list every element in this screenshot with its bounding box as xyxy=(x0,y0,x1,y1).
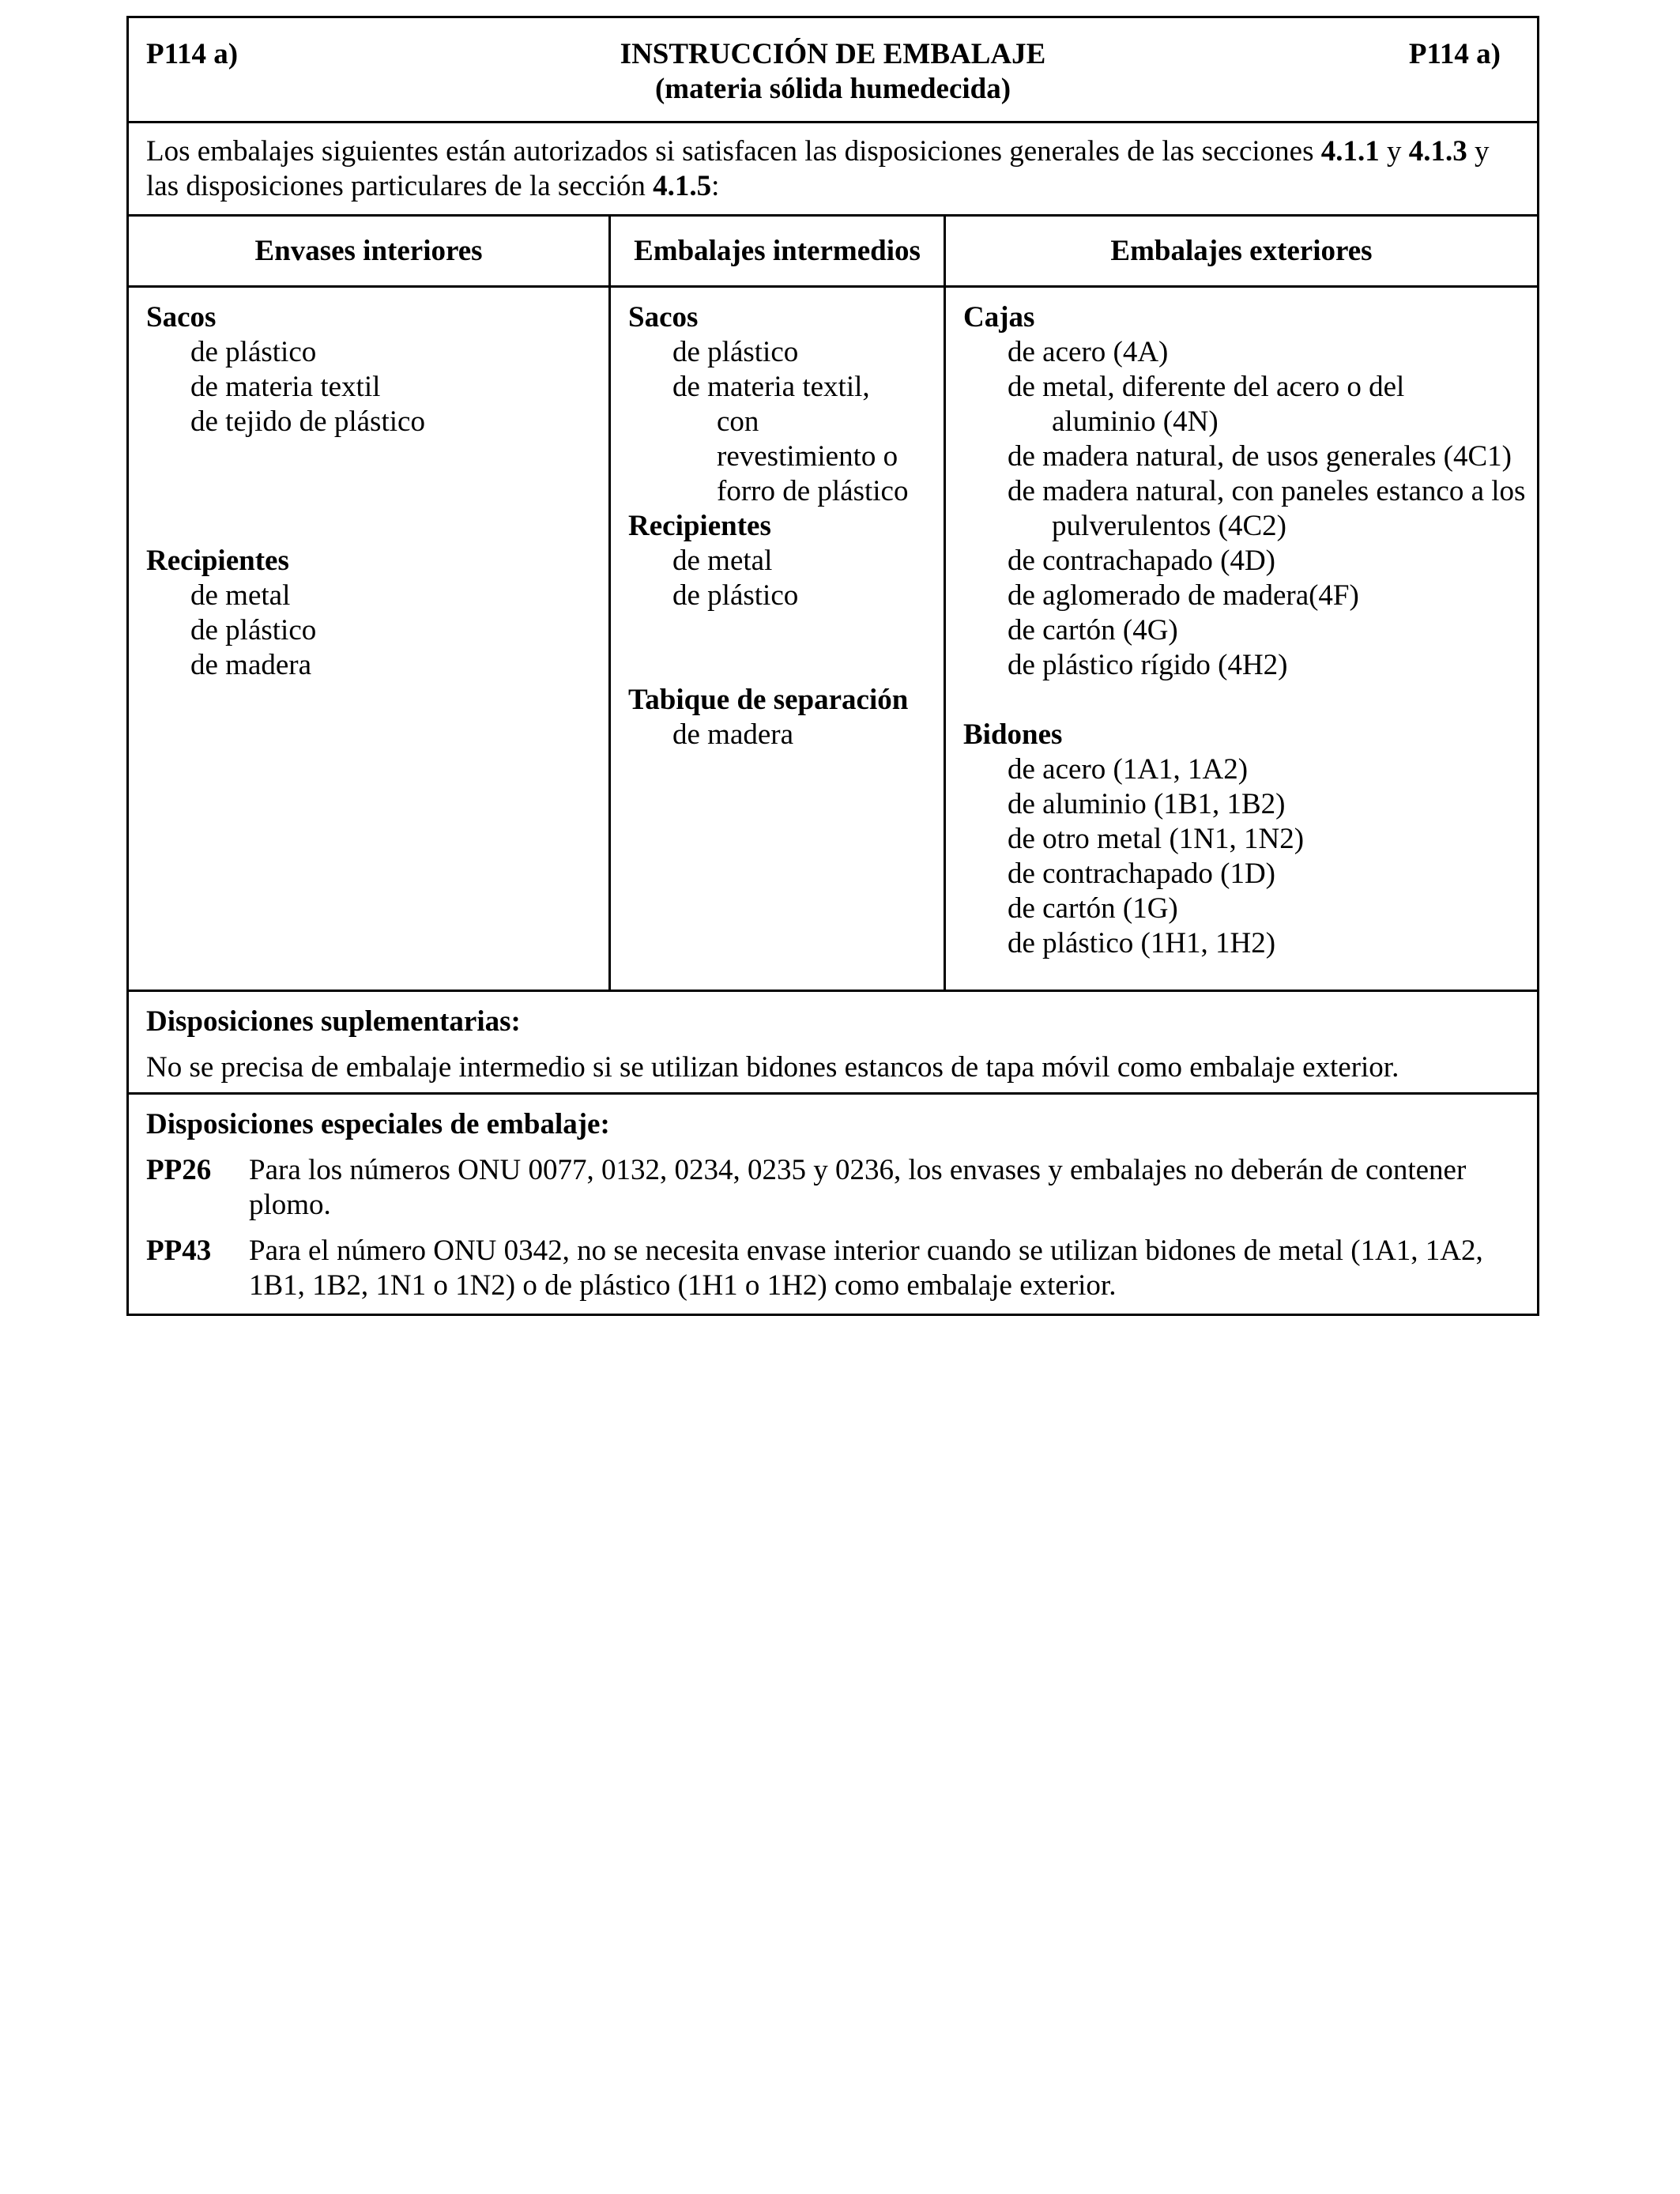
provision-code: PP43 xyxy=(146,1235,212,1267)
provision-text: Para los números ONU 0077, 0132, 0234, 0235 y 0236, los envases y embalajes no deberán de contener plomo. xyxy=(249,1154,1467,1221)
list-item: de aglomerado de madera(4F) xyxy=(1008,579,1359,612)
group-title: Tabique de separación xyxy=(628,684,909,716)
group-title: Bidones xyxy=(963,718,1063,751)
list-item: de acero (4A) xyxy=(1008,336,1169,368)
list-item: de tejido de plástico xyxy=(190,405,425,438)
instruction-subtitle: (materia sólida humedecida) xyxy=(654,73,1011,105)
list-item: de madera xyxy=(190,649,312,681)
list-item: de cartón (4G) xyxy=(1008,614,1178,647)
list-item: de metal xyxy=(190,579,291,612)
outer-packagings-column xyxy=(946,217,1537,990)
special-provisions-section xyxy=(129,1095,1537,1314)
list-item: de aluminio (1B1, 1B2) xyxy=(1008,788,1286,820)
section-ref: 4.1.1 xyxy=(1320,135,1380,168)
list-item: de materia textil xyxy=(190,371,381,403)
list-item: de metal, diferente del acero o del aluminio (4N) xyxy=(1008,371,1405,438)
intro-text-part: y xyxy=(1379,135,1409,168)
instruction-code-right: P114 a) xyxy=(1408,38,1501,70)
instruction-code-left: P114 a) xyxy=(146,38,239,70)
list-item: de plástico xyxy=(672,336,799,368)
group-title: Recipientes xyxy=(146,545,289,577)
column-header: Envases interiores xyxy=(129,217,608,288)
column-header: Embalajes intermedios xyxy=(611,217,944,288)
group-title: Sacos xyxy=(628,301,699,334)
group-title: Recipientes xyxy=(628,510,771,542)
provision-text: Para el número ONU 0342, no se necesita envase interior cuando se utilizan bidones de metal (1A1, 1A2, 1B1, 1B2, 1N1 o 1N2) o de plástico (1H1 o 1H2) como embalaje exterior. xyxy=(249,1235,1483,1302)
packing-instruction-table xyxy=(126,16,1539,1316)
list-item: de madera natural, de usos generales (4C1) xyxy=(1008,440,1512,473)
section-heading: Disposiciones suplementarias: xyxy=(146,1005,521,1038)
list-item: de acero (1A1, 1A2) xyxy=(1008,753,1249,786)
provision-item xyxy=(146,1153,1521,1223)
list-item: de plástico xyxy=(672,579,799,612)
intro-text xyxy=(146,134,1526,204)
list-item: de otro metal (1N1, 1N2) xyxy=(1008,823,1305,855)
list-item: de madera natural, con paneles estanco a los pulverulentos (4C2) xyxy=(1008,475,1526,542)
list-item: de plástico xyxy=(190,336,317,368)
instruction-header xyxy=(129,18,1537,123)
list-item: de plástico (1H1, 1H2) xyxy=(1008,927,1276,959)
intro-section xyxy=(129,123,1537,217)
list-item-continuation: con xyxy=(717,405,759,438)
list-item: de metal xyxy=(672,545,773,577)
list-item-continuation: forro de plástico xyxy=(717,475,909,507)
group-title: Cajas xyxy=(963,301,1035,334)
column-header: Embalajes exteriores xyxy=(946,217,1537,288)
list-item: de contrachapado (1D) xyxy=(1008,858,1275,890)
intro-text-part: Los embalajes siguientes están autorizados si satisfacen las disposiciones generales de las secciones xyxy=(146,135,1321,168)
packaging-grid xyxy=(129,217,1537,992)
provision-code: PP26 xyxy=(146,1154,212,1186)
list-item-continuation: revestimiento o xyxy=(717,440,898,473)
list-item: de plástico rígido (4H2) xyxy=(1008,649,1288,681)
section-ref: 4.1.3 xyxy=(1408,135,1467,168)
intro-text-part: : xyxy=(711,170,720,202)
inner-packagings-column xyxy=(129,217,611,990)
section-ref: 4.1.5 xyxy=(653,170,712,202)
intermediate-packagings-column xyxy=(611,217,946,990)
intro-text-part: y las disposiciones particulares de la sección xyxy=(146,135,1490,202)
list-item: de contrachapado (4D) xyxy=(1008,545,1275,577)
provision-item xyxy=(146,1234,1521,1303)
list-item: de madera xyxy=(672,718,794,751)
section-text: No se precisa de embalaje intermedio si se utilizan bidones estancos de tapa móvil como embalaje exterior. xyxy=(146,1051,1399,1084)
supplementary-section xyxy=(129,992,1537,1095)
list-item: de plástico xyxy=(190,614,317,647)
list-item: de materia textil, xyxy=(672,371,870,403)
list-item: de cartón (1G) xyxy=(1008,892,1178,925)
section-heading: Disposiciones especiales de embalaje: xyxy=(146,1108,610,1140)
group-title: Sacos xyxy=(146,301,217,334)
instruction-title: INSTRUCCIÓN DE EMBALAJE xyxy=(620,38,1046,70)
